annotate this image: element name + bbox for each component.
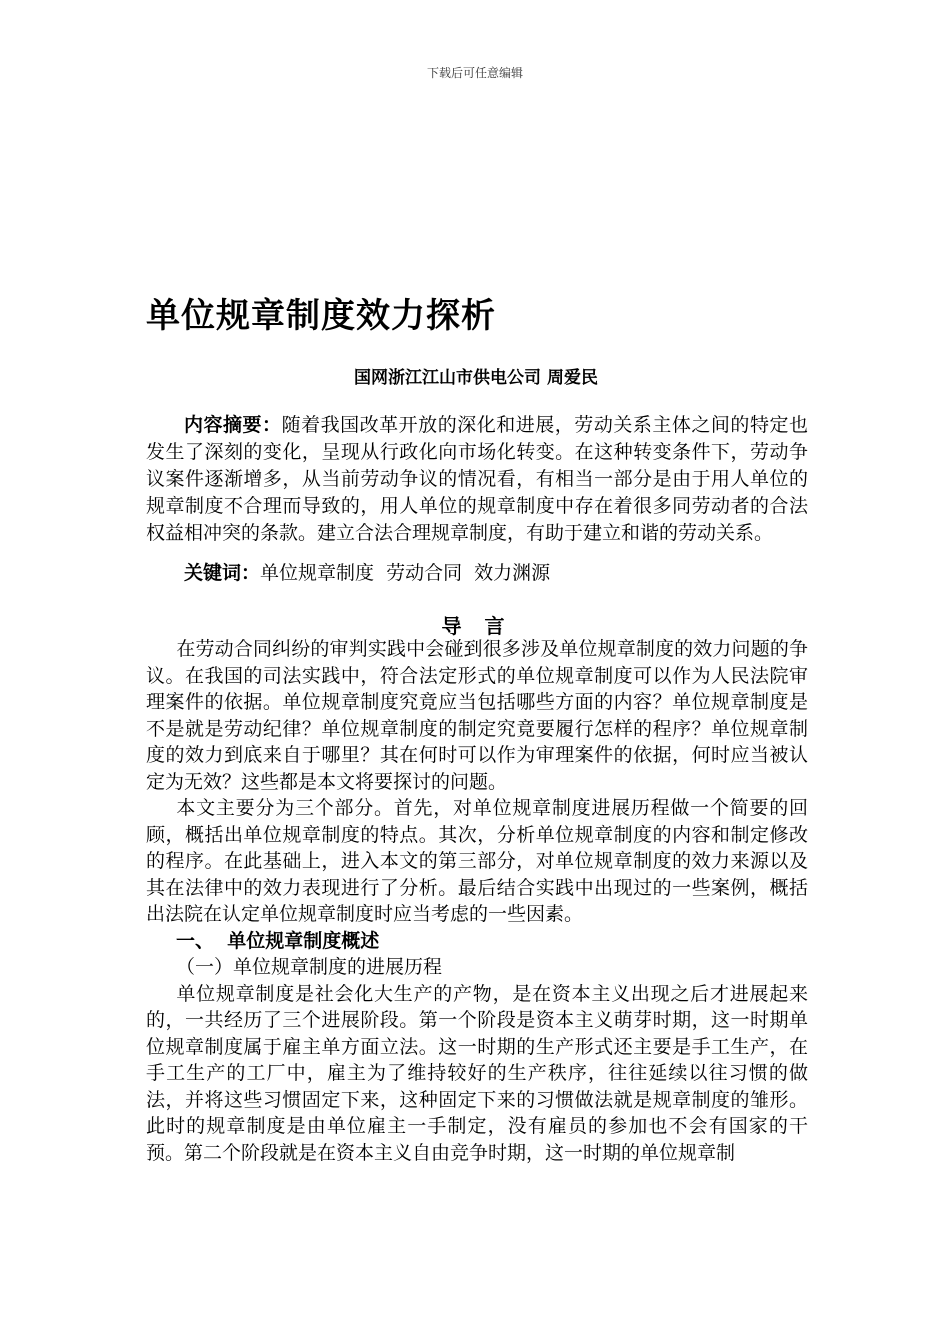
keywords-text: 单位规章制度 劳动合同 效力渊源 bbox=[260, 562, 551, 584]
abstract-text: 随着我国改革开放的深化和进展，劳动关系主体之间的特定也发生了深刻的变化，呈现从行政化向市场化转变。在这种转变条件下，劳动争议案件逐渐增多，从当前劳动争议的情况看，有相当一部分是由于用人单位的规章制度不合理而导致的，用人单位的规章制度中存在着很多同劳动者的合法权益相冲突的条款。建立合法合理规章制度，有助于建立和谐的劳动关系。 bbox=[146, 414, 808, 544]
header-note: 下载后可任意编辑 bbox=[426, 66, 523, 80]
intro-paragraph-2: 本文主要分为三个部分。首先，对单位规章制度进展历程做一个简要的回顾，概括出单位规章制度的特点。其次，分析单位规章制度的内容和制定修改的程序。在此基础上，进入本文的第三部分，对单位规章制度的效力来源以及其在法律中的效力表现进行了分析。最后结合实践中出现过的一些案例，概括出法院在认定单位规章制度时应当考虑的一些因素。 bbox=[146, 797, 808, 925]
keywords-label: 关键词： bbox=[184, 562, 261, 584]
abstract-label: 内容摘要： bbox=[184, 414, 282, 436]
abstract-paragraph bbox=[146, 412, 808, 547]
intro-heading: 导 言 bbox=[441, 614, 513, 638]
author-line: 国网浙江江山市供电公司 周爱民 bbox=[354, 368, 598, 388]
section-1-subheading: （一）单位规章制度的进展历程 bbox=[176, 956, 443, 978]
page-title: 单位规章制度效力探析 bbox=[146, 296, 496, 336]
section-1-heading: 一、 单位规章制度概述 bbox=[176, 929, 380, 952]
section-1-paragraph: 单位规章制度是社会化大生产的产物，是在资本主义出现之后才进展起来的，一共经历了三个进展阶段。第一个阶段是资本主义萌芽时期，这一时期单位规章制度属于雇主单方面立法。这一时期的生产形式还主要是手工生产，在手工生产的工厂中，雇主为了维持较好的生产秩序，往往延续以往习惯的做法，并将这些习惯固定下来，这种固定下来的习惯做法就是规章制度的雏形。此时的规章制度是由单位雇主一手制定，没有雇员的参加也不会有国家的干预。第二个阶段就是在资本主义自由竞争时期，这一时期的单位规章制 bbox=[146, 982, 808, 1164]
keywords-line bbox=[146, 560, 808, 587]
body-content bbox=[146, 636, 808, 1166]
intro-paragraph-1: 在劳动合同纠纷的审判实践中会碰到很多涉及单位规章制度的效力问题的争议。在我国的司法实践中，符合法定形式的单位规章制度可以作为人民法院审理案件的依据。单位规章制度究竟应当包括哪些方面的内容？单位规章制度是不是就是劳动纪律？单位规章制度的制定究竟要履行怎样的程序？单位规章制度的效力到底来自于哪里？其在何时可以作为审理案件的依据，何时应当被认定为无效？这些都是本文将要探讨的问题。 bbox=[146, 638, 808, 793]
